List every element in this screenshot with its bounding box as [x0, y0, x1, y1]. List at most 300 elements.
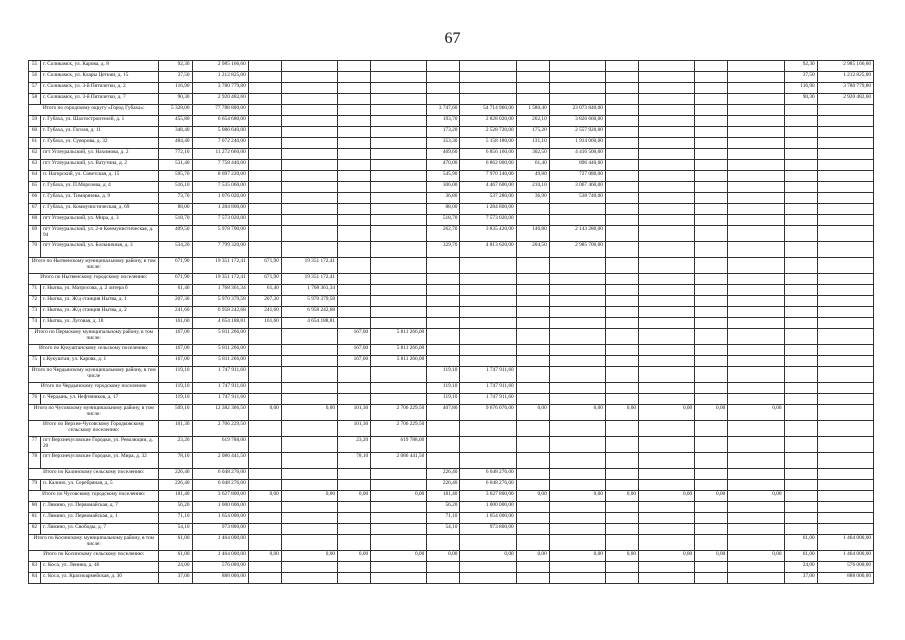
value-cell: 470,00	[427, 160, 460, 171]
row-address: с. Коса, ул. Ленина, д. 46	[41, 562, 159, 573]
value-cell: 193,70	[427, 116, 460, 127]
subtotal-row	[29, 421, 874, 437]
value-cell	[728, 469, 784, 480]
value-cell: 0,00	[695, 491, 728, 502]
value-cell	[639, 105, 695, 116]
value-cell	[371, 83, 427, 94]
value-cell	[605, 127, 638, 138]
value-cell: 2 086 441,50	[371, 453, 427, 469]
value-cell	[281, 437, 337, 453]
value-cell: 262,70	[427, 226, 460, 242]
value-cell: 1 747 911,60	[460, 394, 516, 405]
value-cell	[248, 480, 281, 491]
value-cell: 37,50	[784, 72, 817, 83]
value-cell	[338, 296, 371, 307]
value-cell	[639, 242, 695, 258]
value-cell	[516, 524, 549, 535]
value-cell	[784, 182, 817, 193]
table-row	[29, 285, 874, 296]
value-cell: 61,00	[159, 551, 192, 562]
value-cell: 1 747 911,60	[192, 383, 248, 394]
value-cell	[784, 383, 817, 394]
value-cell	[605, 160, 638, 171]
value-cell	[695, 94, 728, 105]
value-cell	[728, 513, 784, 524]
value-cell	[605, 480, 638, 491]
row-address: г. Нытва, ул. Ж/д станция Нытва, д. 1	[41, 296, 159, 307]
value-cell	[605, 138, 638, 149]
value-cell	[549, 61, 605, 72]
value-cell	[784, 116, 817, 127]
value-cell	[728, 421, 784, 437]
value-cell	[695, 356, 728, 367]
value-cell	[427, 61, 460, 72]
value-cell	[728, 285, 784, 296]
value-cell: 973 800,00	[192, 524, 248, 535]
value-cell	[695, 367, 728, 383]
value-cell: 4 467 600,00	[460, 182, 516, 193]
value-cell	[460, 421, 516, 437]
value-cell: 56,20	[427, 502, 460, 513]
value-cell	[639, 562, 695, 573]
value-cell: 5 978 700,00	[192, 226, 248, 242]
value-cell	[605, 502, 638, 513]
value-cell	[338, 480, 371, 491]
value-cell: 0,00	[248, 551, 281, 562]
value-cell	[728, 258, 784, 274]
value-cell	[281, 573, 337, 584]
value-cell: 7 799 320,00	[192, 242, 248, 258]
row-address: г. Нытва, ул. Луговая, д. 18	[41, 318, 159, 329]
value-cell	[281, 83, 337, 94]
value-cell	[817, 383, 873, 394]
value-cell	[549, 367, 605, 383]
value-cell: 576 000,00	[192, 562, 248, 573]
value-cell	[817, 116, 873, 127]
subtotal-row	[29, 274, 874, 285]
table-row	[29, 138, 874, 149]
value-cell: 71,10	[427, 513, 460, 524]
table-row	[29, 215, 874, 226]
value-cell: 671,90	[248, 258, 281, 274]
value-cell	[549, 285, 605, 296]
value-cell	[281, 562, 337, 573]
value-cell: 3 780 779,80	[192, 83, 248, 94]
table-row	[29, 573, 874, 584]
value-cell	[371, 469, 427, 480]
value-cell	[371, 394, 427, 405]
value-cell	[728, 356, 784, 367]
value-cell	[639, 573, 695, 584]
value-cell	[639, 383, 695, 394]
value-cell	[516, 367, 549, 383]
value-cell	[784, 242, 817, 258]
value-cell	[695, 535, 728, 551]
value-cell	[639, 469, 695, 480]
value-cell: 518,70	[427, 215, 460, 226]
value-cell	[516, 329, 549, 345]
value-cell	[639, 182, 695, 193]
page-number: 67	[444, 30, 461, 47]
value-cell	[817, 215, 873, 226]
value-cell	[639, 453, 695, 469]
row-label: Итого по Нытвенскому муниципальному району, в том числе:	[29, 258, 159, 274]
row-number: 63	[29, 160, 41, 171]
table-row	[29, 160, 874, 171]
value-cell	[371, 307, 427, 318]
row-address: г. Губаха, ул. Тимирязева, д. 9	[41, 193, 159, 204]
value-cell: 0,00	[549, 405, 605, 421]
value-cell	[728, 453, 784, 469]
value-cell	[784, 258, 817, 274]
value-cell	[427, 318, 460, 329]
value-cell: 90,30	[159, 94, 192, 105]
value-cell	[281, 149, 337, 160]
row-label: Итого по городскому округу «Город Губаха»:	[29, 105, 159, 116]
value-cell	[460, 356, 516, 367]
value-cell	[338, 502, 371, 513]
value-cell	[248, 138, 281, 149]
value-cell	[784, 226, 817, 242]
value-cell	[248, 105, 281, 116]
value-cell	[605, 258, 638, 274]
row-address: г. Лямино, ул. Первомайская, д. 1	[41, 513, 159, 524]
value-cell: 534,20	[159, 242, 192, 258]
value-cell: 0,00	[281, 551, 337, 562]
row-number: 80	[29, 502, 41, 513]
value-cell	[371, 258, 427, 274]
value-cell	[695, 72, 728, 83]
value-cell	[338, 61, 371, 72]
value-cell: 226,40	[159, 469, 192, 480]
value-cell	[549, 296, 605, 307]
value-cell: 0,00	[639, 491, 695, 502]
value-cell	[605, 72, 638, 83]
value-cell	[248, 421, 281, 437]
value-cell	[549, 469, 605, 480]
value-cell	[784, 127, 817, 138]
value-cell	[516, 72, 549, 83]
value-cell: 116,90	[159, 83, 192, 94]
value-cell	[817, 405, 873, 421]
value-cell	[605, 562, 638, 573]
value-cell	[549, 318, 605, 329]
value-cell	[639, 138, 695, 149]
value-cell: 37,00	[784, 573, 817, 584]
row-number: 72	[29, 296, 41, 307]
value-cell	[784, 421, 817, 437]
value-cell	[695, 562, 728, 573]
row-label: Итого по Чусовскому муниципальному району, в том числе:	[29, 405, 159, 421]
value-cell: 509,10	[159, 405, 192, 421]
value-cell: 0,00	[281, 405, 337, 421]
value-cell: 5 970 379,58	[281, 296, 337, 307]
value-cell	[371, 149, 427, 160]
value-cell	[605, 226, 638, 242]
value-cell	[427, 274, 460, 285]
value-cell	[695, 502, 728, 513]
subtotal-row	[29, 469, 874, 480]
value-cell	[695, 285, 728, 296]
value-cell: 0,00	[281, 491, 337, 502]
value-cell	[338, 562, 371, 573]
value-cell	[371, 318, 427, 329]
value-cell: 619 788,00	[371, 437, 427, 453]
value-cell	[338, 573, 371, 584]
value-cell	[371, 285, 427, 296]
value-cell	[639, 524, 695, 535]
value-cell: 88,00	[427, 204, 460, 215]
value-cell: 61,00	[159, 535, 192, 551]
value-cell: 54,10	[159, 524, 192, 535]
value-cell	[248, 193, 281, 204]
value-cell	[248, 383, 281, 394]
value-cell: 241,60	[159, 307, 192, 318]
value-cell	[728, 116, 784, 127]
value-cell: 11 272 660,00	[192, 149, 248, 160]
value-cell	[784, 274, 817, 285]
value-cell: 0,00	[371, 551, 427, 562]
value-cell	[695, 307, 728, 318]
value-cell	[549, 204, 605, 215]
value-cell	[460, 437, 516, 453]
value-cell	[639, 171, 695, 182]
value-cell	[371, 193, 427, 204]
value-cell	[639, 116, 695, 127]
value-cell: 19 351 172,41	[281, 274, 337, 285]
value-cell	[639, 502, 695, 513]
value-cell: 4 813 620,00	[460, 242, 516, 258]
value-cell	[728, 127, 784, 138]
subtotal-row	[29, 491, 874, 502]
value-cell	[248, 562, 281, 573]
value-cell	[371, 274, 427, 285]
row-address: пгт Углеуральский, ул. Мира, д. 3	[41, 215, 159, 226]
value-cell	[338, 274, 371, 285]
value-cell: 1 212 825,00	[192, 72, 248, 83]
table-row	[29, 242, 874, 258]
value-cell	[784, 405, 817, 421]
value-cell	[639, 226, 695, 242]
value-cell	[427, 535, 460, 551]
value-cell	[516, 562, 549, 573]
value-cell	[549, 480, 605, 491]
value-cell: 1 212 825,00	[817, 72, 873, 83]
value-cell	[639, 285, 695, 296]
value-cell	[817, 160, 873, 171]
value-cell	[639, 204, 695, 215]
row-address: г. Чердынь, ул. Нефтяников, д. 17	[41, 394, 159, 405]
value-cell	[248, 94, 281, 105]
row-address: г. Лямино, ул. Свободы, д. 7	[41, 524, 159, 535]
value-cell: 7 573 020,00	[192, 215, 248, 226]
value-cell	[338, 127, 371, 138]
value-cell	[695, 394, 728, 405]
value-cell	[460, 562, 516, 573]
value-cell	[516, 258, 549, 274]
row-number: 57	[29, 83, 41, 94]
row-address: г. Губаха, ул. Шахтостроителей, д. 1	[41, 116, 159, 127]
value-cell: 23 073 840,00	[549, 105, 605, 116]
value-cell: 6 856 160,00	[460, 149, 516, 160]
value-cell	[639, 274, 695, 285]
value-cell: 88,00	[159, 204, 192, 215]
table-row	[29, 437, 874, 453]
value-cell: 348,40	[159, 127, 192, 138]
value-cell	[605, 204, 638, 215]
value-cell	[338, 242, 371, 258]
row-address: пгт Углеуральский, ул. Нахимова, д. 2	[41, 149, 159, 160]
value-cell	[338, 171, 371, 182]
value-cell: 5 811 266,00	[192, 356, 248, 367]
value-cell	[639, 127, 695, 138]
value-cell	[817, 242, 873, 258]
value-cell	[427, 437, 460, 453]
value-cell: 545,90	[427, 171, 460, 182]
value-cell: 2 985 700,00	[549, 242, 605, 258]
value-cell	[728, 226, 784, 242]
value-cell	[338, 524, 371, 535]
value-cell: 204,50	[516, 242, 549, 258]
row-address: пгт Углеуральский, ул. Ватутина, д. 2	[41, 160, 159, 171]
row-number: 64	[29, 171, 41, 182]
value-cell	[281, 116, 337, 127]
value-cell: 24,00	[784, 562, 817, 573]
value-cell: 353,30	[427, 138, 460, 149]
value-cell	[371, 573, 427, 584]
value-cell: 37,00	[159, 573, 192, 584]
value-cell: 56,20	[159, 502, 192, 513]
value-cell	[728, 72, 784, 83]
value-cell	[549, 94, 605, 105]
value-cell	[784, 367, 817, 383]
value-cell	[516, 83, 549, 94]
value-cell	[605, 61, 638, 72]
value-cell	[728, 296, 784, 307]
value-cell: 9 676 076,00	[460, 405, 516, 421]
value-cell	[605, 383, 638, 394]
value-cell	[338, 318, 371, 329]
row-number: 76	[29, 394, 41, 405]
value-cell	[371, 138, 427, 149]
value-cell	[639, 258, 695, 274]
value-cell	[281, 480, 337, 491]
value-cell: 167,00	[159, 356, 192, 367]
value-cell	[427, 573, 460, 584]
value-cell	[516, 274, 549, 285]
value-cell	[460, 296, 516, 307]
value-cell	[695, 573, 728, 584]
value-cell	[460, 573, 516, 584]
value-cell	[516, 573, 549, 584]
value-cell: 0,00	[427, 551, 460, 562]
value-cell	[281, 204, 337, 215]
value-cell	[281, 94, 337, 105]
value-cell: 2 828 020,00	[460, 116, 516, 127]
value-cell	[371, 367, 427, 383]
value-cell	[516, 421, 549, 437]
value-cell: 37,50	[159, 72, 192, 83]
value-cell	[817, 480, 873, 491]
value-cell	[338, 258, 371, 274]
value-cell	[817, 394, 873, 405]
value-cell: 262,10	[516, 116, 549, 127]
value-cell	[695, 127, 728, 138]
row-address: пгт Углеуральский, ул. Больничная, д. 3	[41, 242, 159, 258]
table-row	[29, 204, 874, 215]
value-cell	[639, 367, 695, 383]
value-cell: 888 000,00	[817, 573, 873, 584]
value-cell	[817, 421, 873, 437]
value-cell	[371, 204, 427, 215]
value-cell	[605, 329, 638, 345]
table-row	[29, 226, 874, 242]
value-cell: 1 747 911,60	[460, 383, 516, 394]
row-label: Итого по Нытвенскому городскому поселению:	[29, 274, 159, 285]
value-cell	[817, 491, 873, 502]
value-cell: 101,30	[338, 405, 371, 421]
value-cell	[639, 394, 695, 405]
row-number: 67	[29, 204, 41, 215]
value-cell	[371, 480, 427, 491]
value-cell	[605, 367, 638, 383]
table-body	[29, 61, 874, 584]
value-cell	[427, 329, 460, 345]
value-cell	[516, 296, 549, 307]
value-cell	[728, 367, 784, 383]
value-cell	[817, 127, 873, 138]
value-cell	[605, 215, 638, 226]
row-address: г. Губаха, ул. Гоголя, д. 11	[41, 127, 159, 138]
table-row	[29, 116, 874, 127]
value-cell: 12 382 306,50	[192, 405, 248, 421]
value-cell: 61,40	[516, 160, 549, 171]
row-address: пгт Верхнечусовские Городки, ул. Мира, д. 32	[41, 453, 159, 469]
value-cell	[281, 160, 337, 171]
value-cell	[605, 573, 638, 584]
value-cell: 3 835 420,00	[460, 226, 516, 242]
value-cell	[817, 285, 873, 296]
value-cell: 6 048 276,00	[192, 480, 248, 491]
table-row	[29, 480, 874, 491]
value-cell	[549, 258, 605, 274]
value-cell	[784, 318, 817, 329]
value-cell: 54 714 960,00	[460, 105, 516, 116]
value-cell: 1 464 000,00	[192, 551, 248, 562]
value-cell	[695, 383, 728, 394]
value-cell	[248, 535, 281, 551]
value-cell: 0,00	[248, 405, 281, 421]
value-cell	[605, 193, 638, 204]
value-cell: 973 800,00	[460, 524, 516, 535]
value-cell	[695, 513, 728, 524]
value-cell	[371, 296, 427, 307]
value-cell: 7 758 440,00	[192, 160, 248, 171]
row-number: 58	[29, 94, 41, 105]
value-cell: 329,70	[427, 242, 460, 258]
value-cell	[728, 61, 784, 72]
value-cell	[248, 160, 281, 171]
value-cell	[427, 296, 460, 307]
value-cell	[248, 524, 281, 535]
value-cell	[728, 171, 784, 182]
value-cell	[516, 215, 549, 226]
value-cell	[371, 72, 427, 83]
value-cell	[549, 274, 605, 285]
value-cell: 0,00	[605, 551, 638, 562]
value-cell: 175,20	[516, 127, 549, 138]
value-cell: 4 416 500,00	[549, 149, 605, 160]
